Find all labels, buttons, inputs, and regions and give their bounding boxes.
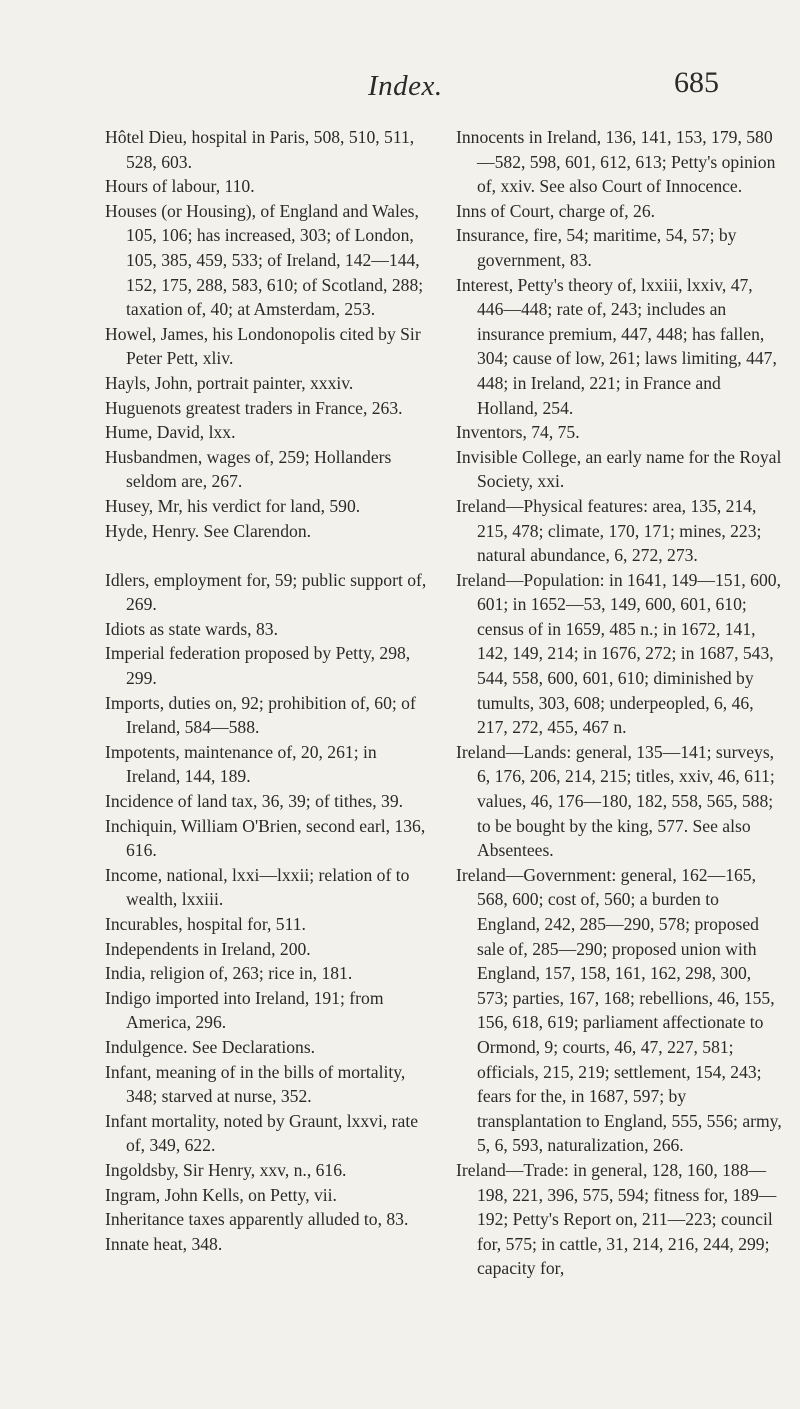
index-entry: Houses (or Housing), of England and Wales, 105, 106; has increased, 303; of London, 105, 385, 459, 533; of Ireland, 142—144, 152, 175, 288, 583, 610; of Scotland, 288; taxation of, 40; at Amsterdam, 253. [105, 200, 424, 320]
index-entry: Incidence of land tax, 36, 39; of tithes, 39. [105, 791, 404, 812]
index-entry: Husbandmen, wages of, 259; Hollanders seldom are, 267. [105, 446, 392, 492]
index-entry: Indigo imported into Ireland, 191; from America, 296. [105, 987, 384, 1033]
index-entry: Howel, James, his Londonopolis cited by Sir Peter Pett, xliv. [105, 323, 421, 369]
index-entry: Hume, David, lxx. [105, 422, 236, 443]
index-entry: Interest, Petty's theory of, lxxiii, lxxiv, 47, 446—448; rate of, 243; includes an insurance premium, 447, 448; has fallen, 304; cause of low, 261; laws limiting, 447, 448; in Ireland, 221; in France and Holland, 254. [456, 274, 777, 418]
index-entry: India, religion of, 263; rice in, 181. [105, 963, 353, 984]
index-entry: Ireland—Trade: in general, 128, 160, 188—198, 221, 396, 575, 594; fitness for, 189—192; Petty's Report on, 211—223; council for, 575; in cattle, 31, 214, 216, 244, 299; capacity for, [456, 1159, 777, 1279]
index-entry: Innocents in Ireland, 136, 141, 153, 179, 580—582, 598, 601, 612, 613; Petty's opinion of, xxiv. See also Court of Innocence. [456, 127, 776, 197]
index-entry: Income, national, lxxi—lxxii; relation of to wealth, lxxiii. [105, 864, 410, 910]
index-entry: Incurables, hospital for, 511. [105, 914, 306, 934]
index-column-left [105, 125, 431, 1256]
index-entry: Invisible College, an early name for the Royal Society, xxi. [456, 446, 782, 492]
index-entry: Idlers, employment for, 59; public support of, 269. [105, 569, 427, 615]
index-entry: Inventors, 74, 75. [456, 422, 580, 443]
page-header [0, 66, 800, 106]
index-entry: Hayls, John, portrait painter, xxxiv. [105, 372, 354, 393]
index-entry: Ingram, John Kells, on Petty, vii. [105, 1184, 337, 1205]
page-number: 685 [674, 66, 719, 99]
index-entry: Impotents, maintenance of, 20, 261; in Ireland, 144, 189. [105, 741, 377, 787]
index-entry: Ireland—Physical features: area, 135, 214, 215, 478; climate, 170, 171; mines, 223; natural abundance, 6, 272, 273. [456, 495, 762, 566]
index-entry: Imports, duties on, 92; prohibition of, 60; of Ireland, 584—588. [105, 692, 416, 738]
index-entry: Hours of labour, 110. [105, 176, 255, 197]
index-entry: Ireland—Population: in 1641, 149—151, 600, 601; in 1652—53, 149, 600, 601, 610; census of in 1659, 485 n.; in 1672, 141, 142, 149, 214; in 1676, 272; in 1687, 543, 544, 558, 600, 601, 610; diminished by tumults, 303, 608; underpeopled, 6, 46, 217, 272, 455, 467 n. [456, 569, 781, 738]
index-entry: Ingoldsby, Sir Henry, xxv, n., 616. [105, 1159, 347, 1180]
index-entry: Hôtel Dieu, hospital in Paris, 508, 510, 511, 528, 603. [105, 127, 415, 172]
index-entry: Insurance, fire, 54; maritime, 54, 57; by government, 83. [456, 225, 737, 270]
index-entry: Independents in Ireland, 200. [105, 938, 311, 959]
index-entry: Hyde, Henry. See Clarendon. [105, 520, 312, 541]
index-entry: Innate heat, 348. [105, 1233, 223, 1254]
index-entry: Indulgence. See Declarations. [105, 1036, 316, 1057]
index-entry: Imperial federation proposed by Petty, 298, 299. [105, 643, 411, 689]
index-entry: Huguenots greatest traders in France, 263. [105, 397, 403, 418]
index-column-right [456, 125, 782, 1281]
index-entry: Infant, meaning of in the bills of mortality, 348; starved at nurse, 352. [105, 1061, 406, 1107]
index-entry: Ireland—Government: general, 162—165, 568, 600; cost of, 560; a burden to England, 242, 285—290, 578; proposed sale of, 285—290; proposed union with England, 157, 158, 161, 162, 298, 300, 573; parties, 167, 168; rebellions, 46, 155, 156, 618, 619; parliament affectionate to Ormond, 9; courts, 46, 47, 227, 581; officials, 215, 219; settlement, 154, 243; fears for the, in 1687, 597; by transplantation to England, 555, 556; army, 5, 6, 593, naturalization, 266. [456, 864, 782, 1156]
index-entry: Infant mortality, noted by Graunt, lxxvi, rate of, 349, 622. [105, 1110, 419, 1156]
index-entry: Husey, Mr, his verdict for land, 590. [105, 495, 361, 516]
index-entry: Ireland—Lands: general, 135—141; surveys, 6, 176, 206, 214, 215; titles, xxiv, 46, 611; values, 46, 176—180, 182, 558, 565, 588; to be bought by the king, 577. See also Absentees. [456, 741, 775, 861]
index-entry: Inchiquin, William O'Brien, second earl, 136, 616. [105, 815, 426, 861]
running-title: Index. [368, 70, 443, 102]
index-entry: Inheritance taxes apparently alluded to, 83. [105, 1209, 409, 1230]
index-entry: Inns of Court, charge of, 26. [456, 200, 656, 221]
index-entry: Idiots as state wards, 83. [105, 618, 278, 639]
